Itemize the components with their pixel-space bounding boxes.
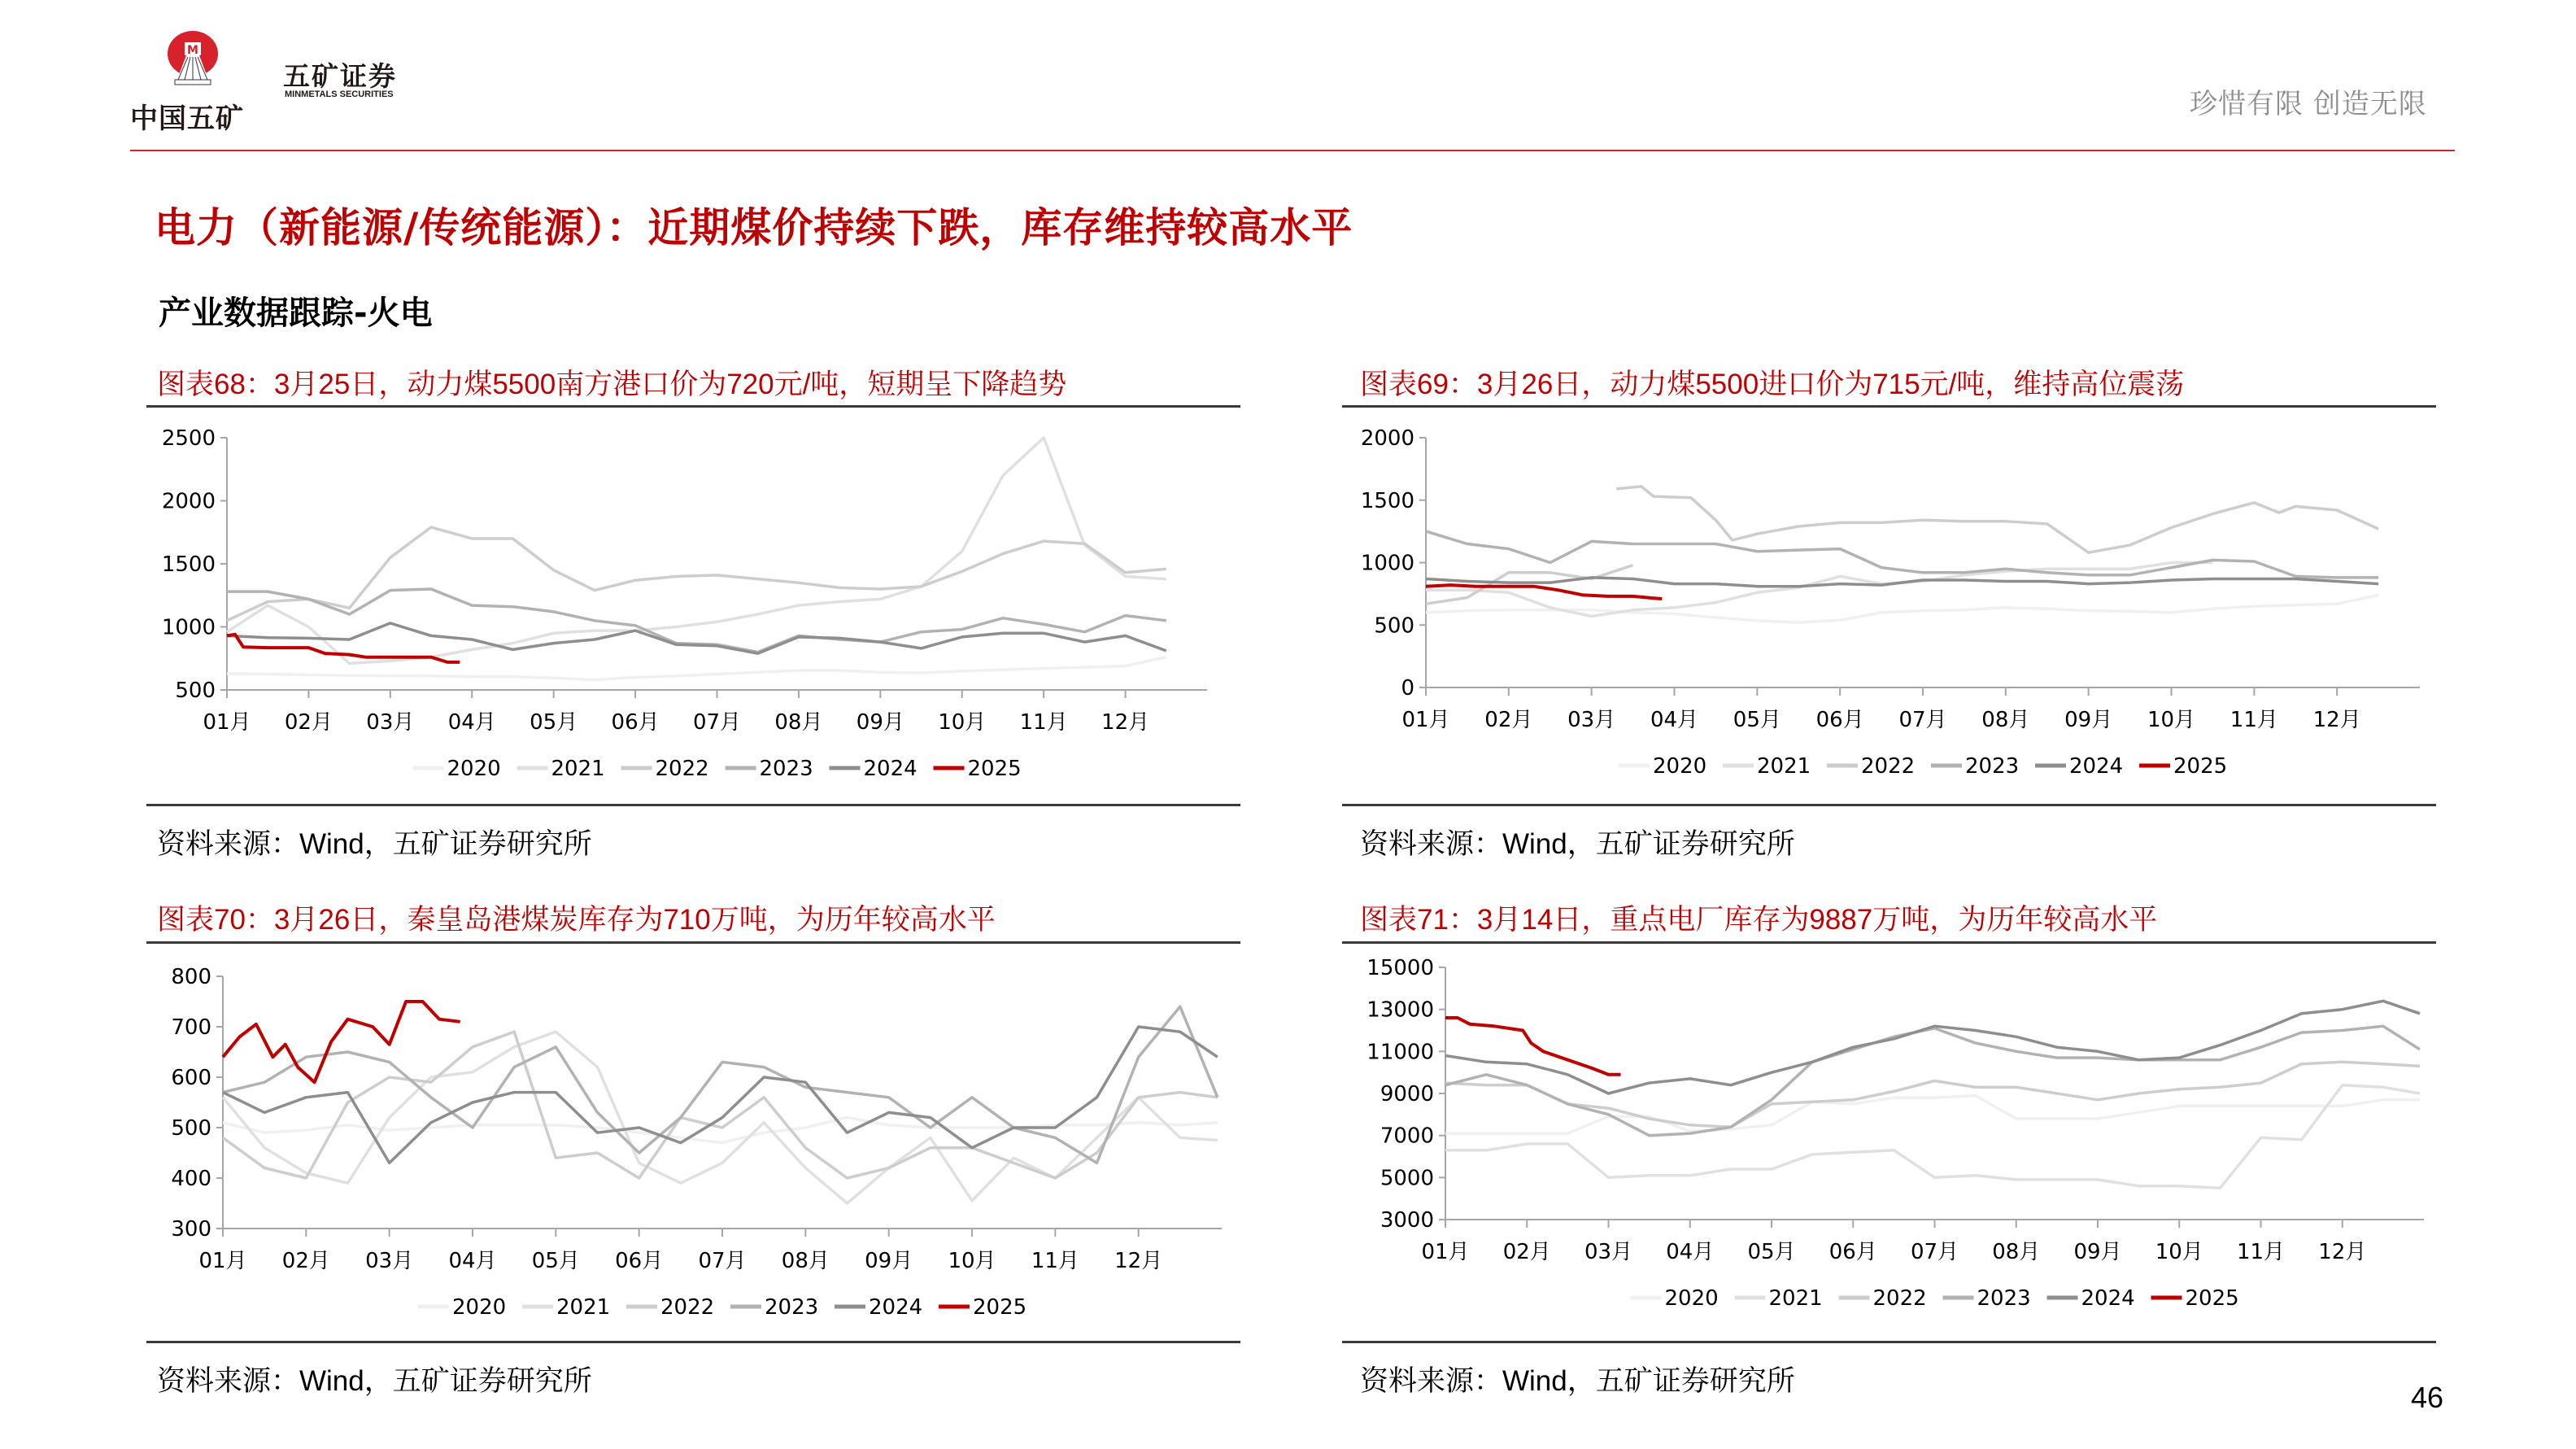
header-divider — [130, 150, 2455, 151]
legend-label-2021: 2021 — [556, 1295, 611, 1320]
y-tick-label: 7000 — [1380, 1124, 1434, 1149]
page-title: 电力（新能源/传统能源）：近期煤价持续下跌，库存维持较高水平 — [155, 204, 1353, 251]
series-line-2024 — [227, 623, 1166, 653]
y-tick-label: 1500 — [161, 552, 216, 577]
x-tick-label: 10月 — [2147, 708, 2196, 732]
figure-70-bottom-rule — [146, 1341, 1240, 1343]
y-tick-label: 5000 — [1380, 1166, 1434, 1191]
series-line-2022 — [223, 1032, 1218, 1178]
brand-name-en: MINMETALS SECURITIES — [285, 89, 394, 99]
y-tick-label: 3000 — [1380, 1208, 1434, 1233]
x-tick-label: 05月 — [530, 710, 578, 735]
logo-text: 中国五矿 — [130, 103, 244, 135]
figure-69-source: 资料来源：Wind，五矿证券研究所 — [1360, 828, 1795, 860]
section-title: 产业数据跟踪-火电 — [159, 295, 433, 332]
x-tick-label: 11月 — [2229, 708, 2278, 732]
x-tick-label: 11月 — [1019, 710, 1068, 735]
x-tick-label: 12月 — [2318, 1240, 2367, 1264]
figure-70-title: 图表70：3月26日，秦皇岛港煤炭库存为710万吨，为历年较高水平 — [157, 904, 996, 936]
series-line-2020 — [223, 1118, 1218, 1143]
legend-label-2022: 2022 — [1861, 754, 1916, 779]
figure-68-source: 资料来源：Wind，五矿证券研究所 — [157, 828, 592, 860]
y-tick-label: 9000 — [1380, 1082, 1434, 1106]
x-tick-label: 08月 — [1981, 708, 2030, 732]
series-line-2023 — [223, 1006, 1218, 1163]
y-tick-label: 800 — [171, 965, 211, 989]
series-line-2022 — [1445, 1062, 2420, 1127]
x-tick-label: 08月 — [781, 1249, 830, 1273]
x-tick-label: 10月 — [938, 710, 987, 735]
x-tick-label: 08月 — [774, 710, 823, 735]
legend-label-2025: 2025 — [2173, 754, 2228, 779]
x-tick-label: 05月 — [531, 1249, 580, 1273]
series-line-2025 — [223, 1002, 460, 1082]
figure-68-chart — [138, 411, 1244, 801]
legend-label-2024: 2024 — [2069, 754, 2124, 779]
x-tick-label: 07月 — [698, 1249, 747, 1273]
x-tick-label: 03月 — [1584, 1240, 1633, 1264]
legend-label-2020: 2020 — [447, 757, 501, 781]
legend-label-2023: 2023 — [759, 757, 813, 781]
slogan: 珍惜有限 创造无限 — [2190, 88, 2427, 120]
y-tick-label: 400 — [171, 1167, 211, 1191]
series-line-2021 — [1445, 1085, 2420, 1189]
series-line-2020 — [1445, 1096, 2420, 1134]
x-tick-label: 07月 — [1910, 1240, 1959, 1264]
x-tick-label: 01月 — [203, 710, 251, 735]
x-tick-label: 02月 — [1502, 1240, 1551, 1264]
x-tick-label: 07月 — [1898, 708, 1947, 732]
figure-68-bottom-rule — [146, 804, 1240, 806]
y-tick-label: 1000 — [1360, 551, 1414, 576]
series-line-2023 — [1426, 531, 2378, 578]
x-tick-label: 11月 — [1031, 1249, 1079, 1273]
x-tick-label: 03月 — [365, 1249, 414, 1273]
x-tick-label: 06月 — [615, 1249, 664, 1273]
figure-71-bottom-rule — [1342, 1341, 2436, 1343]
x-tick-label: 05月 — [1747, 1240, 1796, 1264]
x-tick-label: 04月 — [1650, 708, 1699, 732]
figure-69-chart — [1334, 411, 2440, 801]
figure-70-top-rule — [146, 941, 1240, 944]
series-line-2020 — [227, 657, 1166, 680]
series-line-2025 — [1426, 585, 1662, 599]
x-tick-label: 12月 — [1101, 710, 1150, 735]
x-tick-label: 10月 — [948, 1249, 996, 1273]
figure-68-title: 图表68：3月25日，动力煤5500南方港口价为720元/吨，短期呈下降趋势 — [157, 369, 1067, 400]
legend-label-2023: 2023 — [1977, 1286, 2031, 1311]
y-tick-label: 700 — [171, 1015, 211, 1040]
legend-label-2025: 2025 — [973, 1295, 1027, 1320]
x-tick-label: 03月 — [1567, 708, 1616, 732]
series-line-2020 — [1426, 595, 2378, 622]
x-tick-label: 02月 — [1484, 708, 1533, 732]
x-tick-label: 09月 — [856, 710, 904, 735]
legend-label-2025: 2025 — [967, 757, 1022, 781]
x-tick-label: 09月 — [2064, 708, 2113, 732]
y-tick-label: 2000 — [161, 489, 216, 514]
figure-71-source: 资料来源：Wind，五矿证券研究所 — [1360, 1365, 1795, 1397]
series-line-2023 — [227, 589, 1166, 652]
series-line-2024 — [1426, 578, 2378, 587]
x-tick-label: 12月 — [1114, 1249, 1163, 1273]
figure-69-top-rule — [1342, 405, 2436, 408]
legend-label-2020: 2020 — [1653, 754, 1707, 779]
y-tick-label: 500 — [171, 1116, 211, 1141]
brand-name-cn: 五矿证券 — [283, 60, 397, 92]
legend-label-2021: 2021 — [551, 757, 605, 781]
legend-label-2020: 2020 — [452, 1295, 507, 1320]
series-line-2024 — [1445, 1001, 2420, 1093]
legend-label-2022: 2022 — [660, 1295, 715, 1320]
legend-label-2022: 2022 — [1872, 1286, 1927, 1311]
x-tick-label: 08月 — [1992, 1240, 2041, 1264]
legend-label-2024: 2024 — [2081, 1286, 2135, 1311]
y-tick-label: 500 — [175, 679, 216, 703]
figure-71-chart — [1334, 945, 2440, 1336]
x-tick-label: 06月 — [611, 710, 660, 735]
y-tick-label: 1500 — [1360, 488, 1414, 513]
legend-label-2024: 2024 — [869, 1295, 923, 1320]
x-tick-label: 03月 — [366, 710, 415, 735]
x-tick-label: 09月 — [2073, 1240, 2122, 1264]
figure-71-top-rule — [1342, 941, 2436, 944]
y-tick-label: 500 — [1374, 613, 1414, 639]
x-tick-label: 02月 — [281, 1249, 330, 1273]
x-tick-label: 12月 — [2312, 708, 2361, 732]
legend-label-2022: 2022 — [655, 757, 709, 781]
y-tick-label: 15000 — [1366, 956, 1434, 980]
figure-68-top-rule — [146, 405, 1240, 408]
x-tick-label: 01月 — [1401, 708, 1450, 732]
x-tick-label: 10月 — [2155, 1240, 2203, 1264]
legend-label-2024: 2024 — [863, 757, 918, 781]
x-tick-label: 04月 — [447, 710, 496, 735]
series-line-2022b — [1616, 487, 2378, 552]
x-tick-label: 04月 — [1666, 1240, 1715, 1264]
figure-69-title: 图表69：3月26日，动力煤5500进口价为715元/吨，维持高位震荡 — [1360, 369, 2185, 400]
x-tick-label: 04月 — [448, 1249, 497, 1273]
figure-70-source: 资料来源：Wind，五矿证券研究所 — [157, 1365, 592, 1397]
x-tick-label: 02月 — [284, 710, 333, 735]
x-tick-label: 05月 — [1733, 708, 1781, 732]
y-tick-label: 13000 — [1366, 997, 1434, 1023]
y-tick-label: 2000 — [1360, 426, 1414, 451]
series-line-2022 — [227, 527, 1166, 621]
legend-label-2021: 2021 — [1757, 754, 1811, 779]
figure-71-title: 图表71：3月14日，重点电厂库存为9887万吨，为历年较高水平 — [1360, 904, 2158, 936]
x-tick-label: 09月 — [865, 1249, 913, 1273]
series-line-2021 — [227, 438, 1166, 663]
svg-text:M: M — [187, 44, 198, 57]
x-tick-label: 11月 — [2236, 1240, 2286, 1264]
x-tick-label: 07月 — [692, 710, 742, 735]
x-tick-label: 01月 — [198, 1249, 247, 1273]
legend-label-2023: 2023 — [765, 1295, 819, 1320]
y-tick-label: 300 — [171, 1217, 211, 1242]
legend-label-2021: 2021 — [1768, 1286, 1823, 1311]
x-tick-label: 06月 — [1815, 708, 1864, 732]
legend-label-2025: 2025 — [2185, 1286, 2239, 1311]
minmetals-emblem-logo — [167, 31, 219, 86]
x-tick-label: 06月 — [1828, 1240, 1877, 1264]
y-tick-label: 600 — [171, 1066, 211, 1090]
y-tick-label: 11000 — [1366, 1040, 1434, 1065]
figure-70-chart — [138, 945, 1244, 1336]
y-tick-label: 0 — [1401, 676, 1414, 700]
y-tick-label: 1000 — [161, 615, 216, 640]
y-tick-label: 2500 — [161, 426, 216, 451]
legend-label-2020: 2020 — [1664, 1286, 1719, 1311]
legend-label-2023: 2023 — [1965, 754, 2020, 779]
page-number: 46 — [2411, 1381, 2444, 1414]
figure-69-bottom-rule — [1342, 804, 2436, 806]
x-tick-label: 01月 — [1421, 1240, 1470, 1264]
